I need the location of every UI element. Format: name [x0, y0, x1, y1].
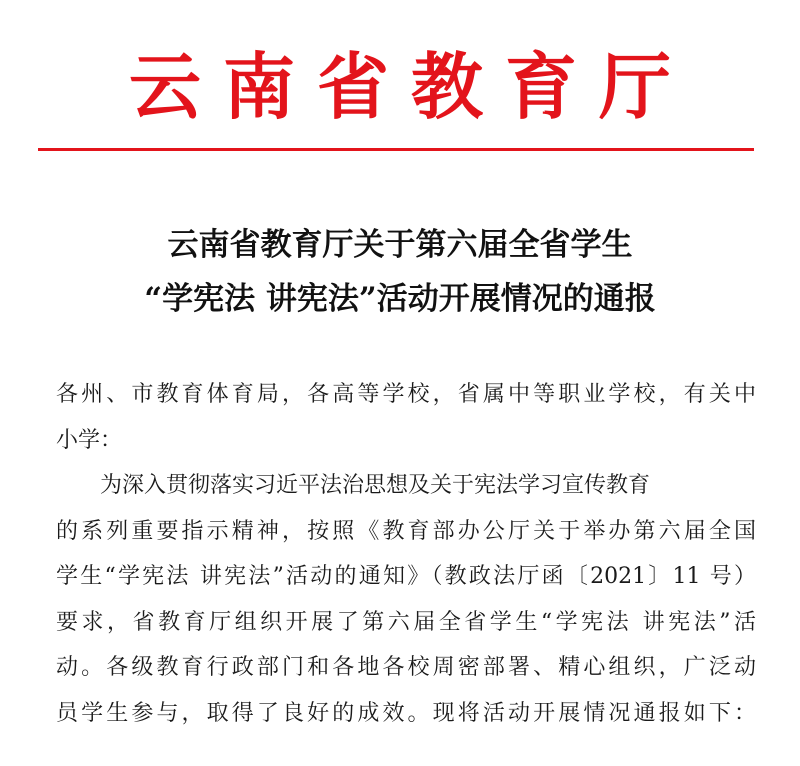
salutation-line-1: 各州、市教育体育局，各高等学校，省属中等职业学校，有关中: [56, 382, 756, 407]
document-title: [0, 218, 800, 326]
document-title-line-1: 云南省教育厅关于第六届全省学生: [167, 227, 633, 263]
paragraph-1-line-3: 学生“学宪法 讲宪法”活动的通知》（教政法厅函〔2021〕11 号）: [56, 564, 756, 589]
masthead-red-rule: [38, 148, 754, 151]
document-body: [56, 372, 756, 736]
document-title-line-2: “学宪法 讲宪法”活动开展情况的通报: [144, 281, 656, 317]
paragraph-1-line-6: 员学生参与，取得了良好的成效。现将活动开展情况通报如下：: [56, 700, 756, 726]
paragraph-1-line-1: 为深入贯彻落实习近平法治思想及关于宪法学习宣传教育: [100, 473, 651, 498]
salutation-line-2: 小学：: [56, 427, 123, 453]
paragraph-1-line-5: 动。各级教育行政部门和各地各校周密部署、精心组织，广泛动: [56, 655, 756, 680]
paragraph-1-line-4: 要求，省教育厅组织开展了第六届全省学生“学宪法 讲宪法”活: [56, 609, 756, 635]
masthead-agency-name: 云南省教育厅: [128, 44, 693, 129]
paragraph-1-line-2: 的系列重要指示精神，按照《教育部办公厅关于举办第六届全国: [56, 518, 756, 544]
